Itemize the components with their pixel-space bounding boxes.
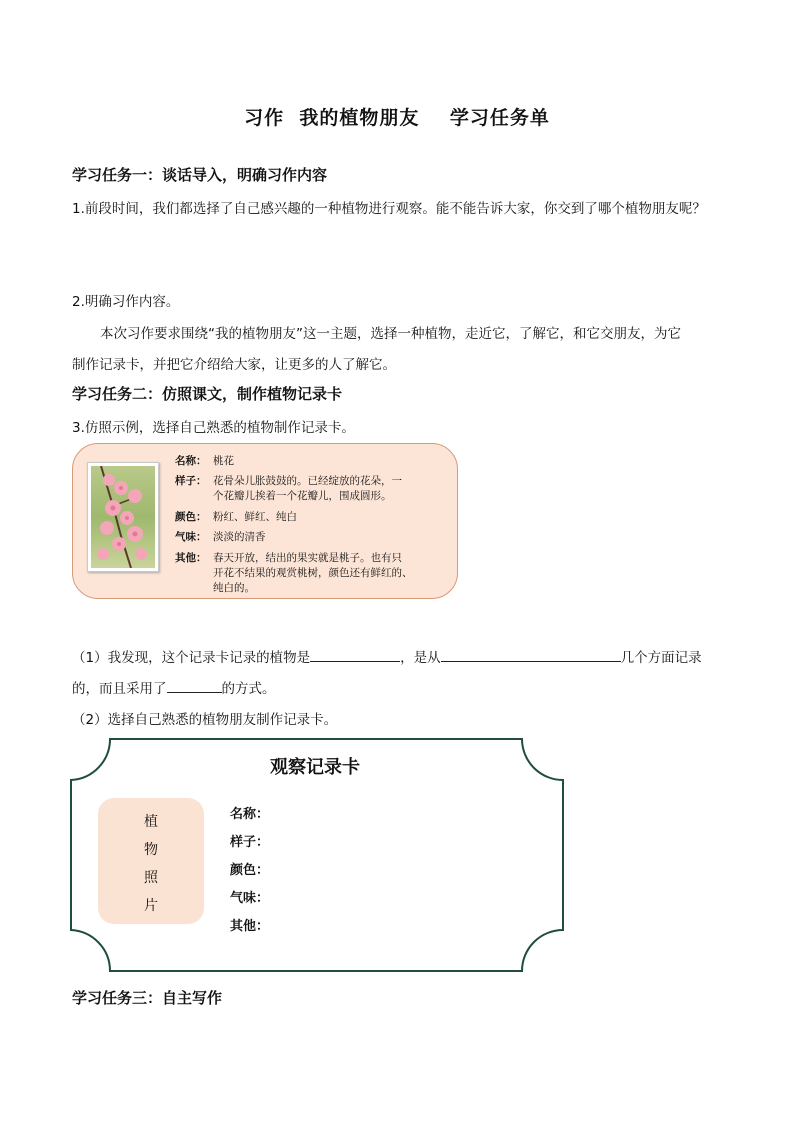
- example-color-label: 颜色：: [175, 511, 207, 523]
- fill-question-1-line2: [72, 677, 276, 697]
- fill1-text-c: 几个方面记录: [620, 650, 702, 666]
- question-1: 1.前段时间，我们都选择了自己感兴趣的一种植物进行观察。能不能告诉大家，你交到了哪个植物朋友呢？: [72, 201, 706, 217]
- fill1-text-a: （1）我发现，这个记录卡记录的植物是: [72, 650, 311, 666]
- example-shape-label: 样子：: [175, 475, 207, 487]
- observation-card-title: 观察记录卡: [270, 757, 360, 778]
- example-smell-value: 淡淡的清香: [213, 531, 266, 543]
- fill-question-1-line1: [72, 646, 702, 666]
- task3-heading: 学习任务三：自主写作: [72, 989, 223, 1007]
- photo-char-4: 片: [144, 898, 158, 914]
- task1-paragraph-line2: 制作记录卡，并把它介绍给大家，让更多的人了解它。: [72, 357, 396, 373]
- example-name-row: [175, 454, 234, 469]
- blank-plant-name[interactable]: [310, 647, 400, 662]
- example-other-value-1: 春天开放，结出的果实就是桃子。也有只: [213, 552, 402, 564]
- example-color-value: 粉红、鲜红、纯白: [213, 511, 297, 523]
- task1-heading: 学习任务一：谈话导入，明确习作内容: [72, 166, 328, 184]
- blank-aspects[interactable]: [441, 647, 621, 662]
- peach-blossom-image: [91, 466, 155, 568]
- example-other-row: [175, 551, 402, 566]
- fill1-text-b: ，是从: [400, 650, 441, 666]
- example-shape-value-2: 个花瓣儿挨着一个花瓣儿，围成圆形。: [213, 490, 392, 502]
- fill1-text-e: 的方式。: [221, 681, 276, 697]
- example-shape-row: [175, 474, 402, 489]
- peach-blossom-photo: [87, 462, 159, 572]
- example-other-value-2: 开花不结果的观赏桃树，颜色还有鲜红的、: [213, 567, 413, 579]
- field-other-label: 其他：: [230, 919, 270, 934]
- field-name-label: 名称：: [230, 807, 270, 822]
- task2-heading: 学习任务二：仿照课文，制作植物记录卡: [72, 385, 343, 403]
- example-smell-label: 气味：: [175, 531, 207, 543]
- fill-question-2: （2）选择自己熟悉的植物朋友制作记录卡。: [72, 712, 338, 728]
- fill1-text-d: 的，而且采用了: [72, 681, 167, 697]
- field-smell-label: 气味：: [230, 891, 270, 906]
- question-2: 2.明确习作内容。: [72, 294, 180, 310]
- example-name-value: 桃花: [213, 455, 234, 467]
- field-color-label: 颜色：: [230, 863, 270, 878]
- example-smell-row: [175, 530, 266, 545]
- example-name-label: 名称：: [175, 455, 207, 467]
- blank-method[interactable]: [167, 678, 222, 693]
- task1-paragraph-line1: 本次习作要求围绕“我的植物朋友”这一主题，选择一种植物，走近它，了解它，和它交朋友，为它: [100, 326, 681, 342]
- photo-char-2: 物: [144, 842, 158, 858]
- field-shape-label: 样子：: [230, 835, 270, 850]
- question-3: 3.仿照示例，选择自己熟悉的植物制作记录卡。: [72, 420, 355, 436]
- page-title: 习作 我的植物朋友 学习任务单: [244, 107, 550, 129]
- photo-char-3: 照: [144, 870, 158, 886]
- example-color-row: [175, 510, 297, 525]
- example-shape-value-1: 花骨朵儿胀鼓鼓的。已经绽放的花朵，一: [213, 475, 402, 487]
- example-other-label: 其他：: [175, 552, 207, 564]
- photo-char-1: 植: [144, 814, 158, 830]
- example-other-value-3: 纯白的。: [213, 582, 255, 594]
